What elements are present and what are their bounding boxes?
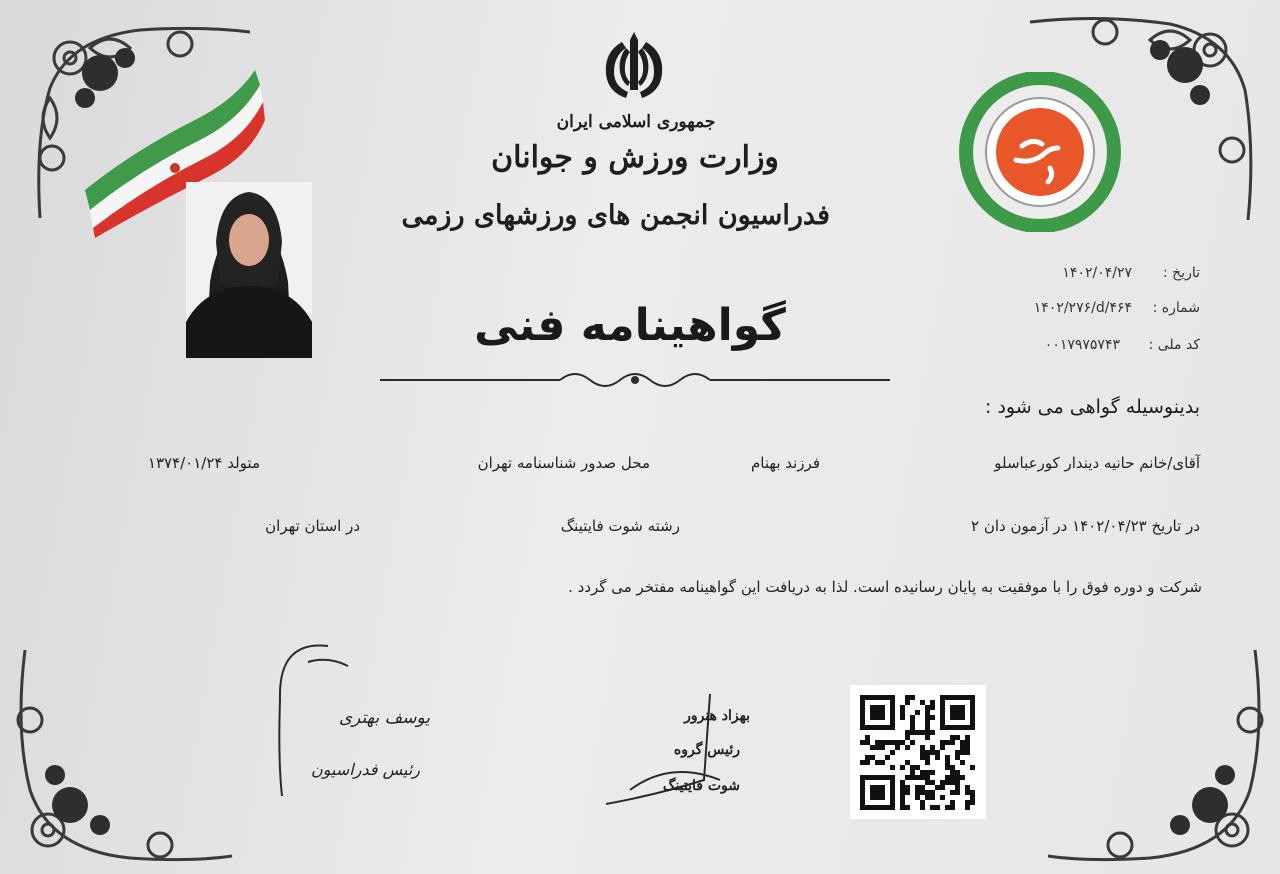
middle-signatory-role: رئیس گروه bbox=[673, 742, 740, 758]
federation-heading: فدراسیون انجمن های ورزشهای رزمی bbox=[401, 200, 830, 231]
national-emblem bbox=[596, 28, 672, 100]
republic-heading: جمهوری اسلامی ایران bbox=[556, 112, 716, 132]
middle-signatory-field: شوت فایتینگ bbox=[662, 778, 740, 794]
father-name: فرزند بهنام bbox=[751, 454, 820, 472]
martial-arts-federation-logo bbox=[952, 72, 1128, 232]
closing-statement: شرکت و دوره فوق را با موفقیت به پایان رسانیده است. لذا به دریافت این گواهینامه مفتخر می گردد . bbox=[568, 578, 1202, 596]
national-code-value: ۰۰۱۷۹۷۵۷۴۳ bbox=[1044, 337, 1120, 353]
birth-date: متولد ۱۳۷۴/۰۱/۲۴ bbox=[147, 454, 260, 472]
left-signatory-name: یوسف بهتری bbox=[338, 708, 430, 728]
intro-text: بدینوسیله گواهی می شود : bbox=[985, 396, 1200, 418]
corner-ornament-bottom-left bbox=[10, 640, 240, 870]
qr-code[interactable] bbox=[850, 685, 986, 819]
certificate-title: گواهینامه فنی bbox=[474, 300, 786, 351]
sport-field: رشته شوت فایتینگ bbox=[560, 517, 680, 535]
date-value: ۱۴۰۲/۰۴/۲۷ bbox=[1062, 265, 1132, 281]
holder-photo bbox=[186, 182, 312, 358]
middle-signatory-name: بهزاد هنرور bbox=[684, 708, 750, 724]
corner-ornament-bottom-right bbox=[1040, 640, 1270, 870]
number-label: شماره : bbox=[1152, 300, 1200, 316]
ornamental-divider bbox=[380, 366, 890, 394]
issue-place: محل صدور شناسنامه تهران bbox=[477, 454, 650, 472]
exam-info: در تاریخ ۱۴۰۲/۰۴/۲۳ در آزمون دان ۲ bbox=[970, 517, 1200, 535]
province: در استان تهران bbox=[265, 517, 360, 535]
number-value: ۱۴۰۲/۲۷۶/d/۴۶۴ bbox=[1033, 300, 1132, 316]
national-code-label: کد ملی : bbox=[1148, 337, 1200, 353]
ministry-heading: وزارت ورزش و جوانان bbox=[491, 140, 779, 175]
holder-name: آقای/خانم حانیه دیندار کورعباسلو bbox=[994, 454, 1200, 472]
left-signatory-role: رئیس فدراسیون bbox=[311, 760, 420, 779]
date-label: تاریخ : bbox=[1162, 265, 1200, 281]
